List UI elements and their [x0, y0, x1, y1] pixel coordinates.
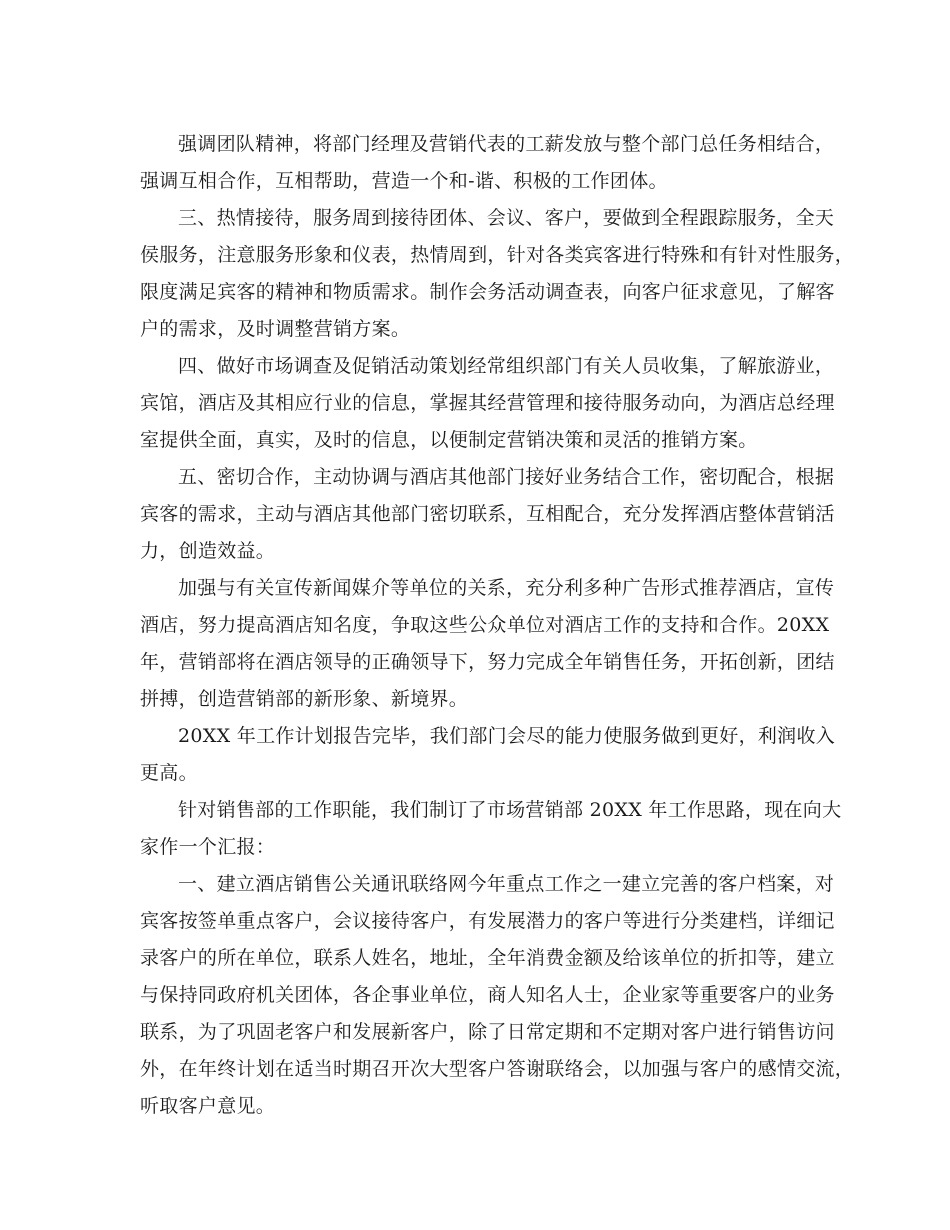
- text-line: 三、热情接待，服务周到接待团体、会议、客户，要做到全程跟踪服务，全天: [178, 207, 835, 229]
- text-line: 宾客按签单重点客户，会议接待客户，有发展潜力的客户等进行分类建档，详细记: [140, 910, 835, 932]
- text-line: 五、密切合作，主动协调与酒店其他部门接好业务结合工作，密切配合，根据: [178, 466, 835, 488]
- text-line: 力，创造效益。: [140, 540, 276, 562]
- text-line: 家作一个汇报：: [140, 836, 276, 858]
- paragraph-report-conclusion: [140, 718, 840, 792]
- text-line: 强调互相合作，互相帮助，营造一个和-谐、积极的工作团体。: [140, 170, 668, 192]
- text-line: 联系，为了巩固老客户和发展新客户，除了日常定期和不定期对客户进行销售访问: [140, 1021, 835, 1043]
- paragraph-media-relations: [140, 570, 840, 718]
- text-line: 宾馆，酒店及其相应行业的信息，掌握其经营管理和接待服务动向，为酒店总经理: [140, 392, 835, 414]
- text-line: 更高。: [140, 762, 198, 784]
- text-line: 侯服务，注意服务形象和仪表，热情周到，针对各类宾客进行特殊和有针对性服务，: [140, 244, 855, 266]
- text-line: 外，在年终计划在适当时期召开次大型客户答谢联络会，以加强与客户的感情交流，: [140, 1058, 855, 1080]
- text-line: 室提供全面，真实，及时的信息，以便制定营销决策和灵活的推销方案。: [140, 429, 758, 451]
- paragraph-sales-network: [140, 866, 855, 1125]
- text-line: 与保持同政府机关团体，各企事业单位，商人知名人士，企业家等重要客户的业务: [140, 984, 835, 1006]
- text-line: 年，营销部将在酒店领导的正确领导下，努力完成全年销售任务，开拓创新，团结: [140, 651, 835, 673]
- text-line: 限度满足宾客的精神和物质需求。制作会务活动调查表，向客户征求意见，了解客: [140, 281, 835, 303]
- text-line: 强调团队精神，将部门经理及营销代表的工薪发放与整个部门总任务相结合，: [178, 133, 835, 155]
- text-line: 户的需求，及时调整营销方案。: [140, 318, 411, 340]
- text-line: 20XX 年工作计划报告完毕，我们部门会尽的能力使服务做到更好，利润收入: [178, 725, 836, 747]
- paragraph-warm-reception: [140, 200, 855, 348]
- text-line: 酒店，努力提高酒店知名度，争取这些公众单位对酒店工作的支持和合作。20XX: [140, 614, 830, 636]
- text-line: 拼搏，创造营销部的新形象、新境界。: [140, 688, 469, 710]
- text-line: 宾客的需求，主动与酒店其他部门密切联系，互相配合，充分发挥酒店整体营销活: [140, 503, 835, 525]
- document-body: [140, 126, 855, 1125]
- text-line: 听取客户意见。: [140, 1095, 276, 1117]
- text-line: 一、建立酒店销售公关通讯联络网今年重点工作之一建立完善的客户档案，对: [178, 873, 835, 895]
- text-line: 录客户的所在单位，联系人姓名，地址，全年消费金额及给该单位的折扣等，建立: [140, 947, 835, 969]
- paragraph-close-cooperation: [140, 459, 840, 570]
- paragraph-market-research: [140, 348, 840, 459]
- text-line: 加强与有关宣传新闻媒介等单位的关系，充分利多种广告形式推荐酒店，宣传: [178, 577, 835, 599]
- text-line: 四、做好市场调查及促销活动策划经常组织部门有关人员收集，了解旅游业，: [178, 355, 835, 377]
- text-line: 针对销售部的工作职能，我们制订了市场营销部 20XX 年工作思路，现在向大: [178, 799, 842, 821]
- paragraph-team-spirit: [140, 126, 840, 200]
- paragraph-work-ideas-intro: [140, 792, 840, 866]
